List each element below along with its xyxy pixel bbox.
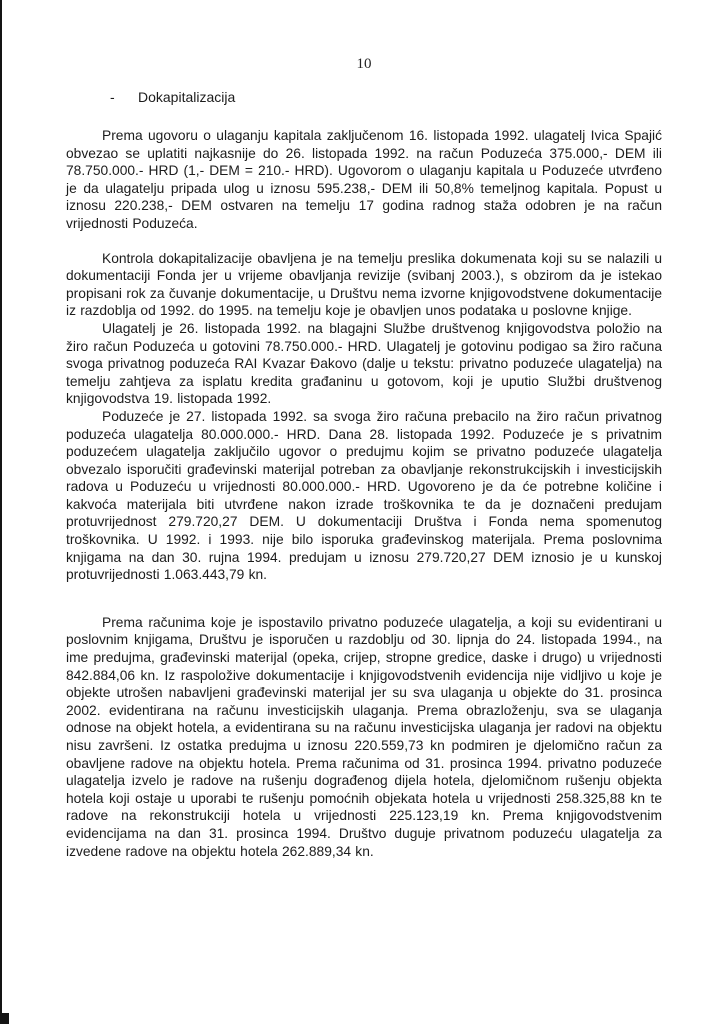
scan-left-edge-artifact [0,0,2,1024]
paragraph-ulagatelj-blagajna: Ulagatelj je 26. listopada 1992. na blagajni Službe društvenog knjigovodstva položio na žiro račun Poduzeća u gotovini 78.750.000.- HRD. Ulagatelj je gotovinu podigao sa žiro računa svoga privatnog poduzeća RAI Kvazar Đakovo (dalje u tekstu: privatno poduzeće ulagatelja) na temelju zahtjeva za isplatu kredita građaninu u gotovom, koji je uputio Službi društvenog knjigovodstva 19. listopada 1992. [66,320,662,407]
paragraph-kontrola-dokapitalizacije: Kontrola dokapitalizacije obavljena je na temelju preslika dokumenata koji su se nalazili u dokumentaciji Fonda jer u vrijeme obavljanja revizije (svibanj 2003.), s obzirom da je istekao propisani rok za čuvanje dokumentacije, u Društvu nema izvorne knjigovodstvene dokumentacije iz razdoblja od 1992. do 1995. na temelju koje je obavljen unos podataka u poslovne knjige. [66,250,662,319]
paragraph-dokapitalizacija-ugovor: Prema ugovoru o ulaganju kapitala zaključenom 16. listopada 1992. ulagatelj Ivica Spajić obvezao se uplatiti najkasnije do 26. listopada 1992. na račun Poduzeća 375.000,- DEM ili 78.750.000.- HRD (1,- DEM = 210.- HRD). Ugovorom o ulaganju kapitala u Poduzeće utvrđeno je da ulagatelju pripada ulog u iznosu 595.238,- DEM ili 50,8% temeljnog kapitala. Popust u iznosu 220.238,- DEM ostvaren na temelju 17 godina radnog staža odobren je na račun vrijednosti Poduzeća. [66,128,662,231]
paragraph-racuni-gradevinski-materijal: Prema računima koje je ispostavilo privatno poduzeće ulagatelja, a koji su evidentirani u poslovnim knjigama, Društvu je isporučen u razdoblju od 30. lipnja do 24. listopada 1994., na ime predujma, građevinski materijal (opeka, crijep, stropne gredice, daske i drugo) u vrijednosti 842.884,06 kn. Iz raspoložive dokumentacije i knjigovodstvenih evidencija nije vidljivo u koje je objekte utrošen nabavljeni građevinski materijal jer su sva ulaganja u objekte do 31. prosinca 2002. evidentirana na računu investicijskih ulaganja. Prema obrazloženju, sva se ulaganja odnose na objekt hotela, a evidentirana su na računu investicijska ulaganja jer radovi na objektu nisu završeni. Iz ostatka predujma u iznosu 220.559,73 kn podmiren je djelomično račun za obavljene radove na objektu hotela. Prema računima od 31. prosinca 1994. privatno poduzeće ulagatelja izvelo je radove na rušenju dograđenog dijela hotela, djelomičnom rušenju objekta hotela koji ostaje u uporabi te rušenju pomoćnih objekata hotela u vrijednosti 258.325,88 kn te radove na rekonstrukciji hotela u vrijednosti 225.123,19 kn. Prema knjigovodstvenim evidencijama na dan 31. prosinca 1994. Društvo duguje privatnom poduzeću ulagatelja za izvedene radove na objektu hotela 262.889,34 kn. [66,614,662,859]
heading-label: Dokapitalizacija [138,89,236,105]
page-number: 10 [356,56,372,72]
paragraph-ugovor-o-predujmu: Poduzeće je 27. listopada 1992. sa svoga žiro računa prebacilo na žiro račun privatnog poduzeća ulagatelja 80.000.000.- HRD. Dana 28. listopada 1992. Poduzeće je s privatnim poduzećem ulagatelja zaključilo ugovor o predujmu kojim se privatno poduzeće ulagatelja obvezalo isporučiti građevinski materijal potreban za obavljanje rekonstrukcijskih i investicijskih radova u Poduzeću u vrijednosti 80.000.000.- HRD. Ugovoreno je da će potrebne količine i kakvoća materijala biti utvrđene nakon izrade troškovnika te da je doznačeni predujam protuvrijednost 279.720,27 DEM. U dokumentaciji Društva i Fonda nema spomenutog troškovnika. U 1992. i 1993. nije bilo isporuka građevinskog materijala. Prema poslovnima knjigama na dan 30. rujna 1994. predujam u iznosu 279.720,27 DEM iznosio je u kunskoj protuvrijednosti 1.063.443,79 kn. [66,408,662,583]
page-content [66,89,662,860]
heading-dash: - [110,89,115,105]
section-heading [66,89,662,105]
scan-bottom-left-corner-artifact [0,1013,9,1024]
